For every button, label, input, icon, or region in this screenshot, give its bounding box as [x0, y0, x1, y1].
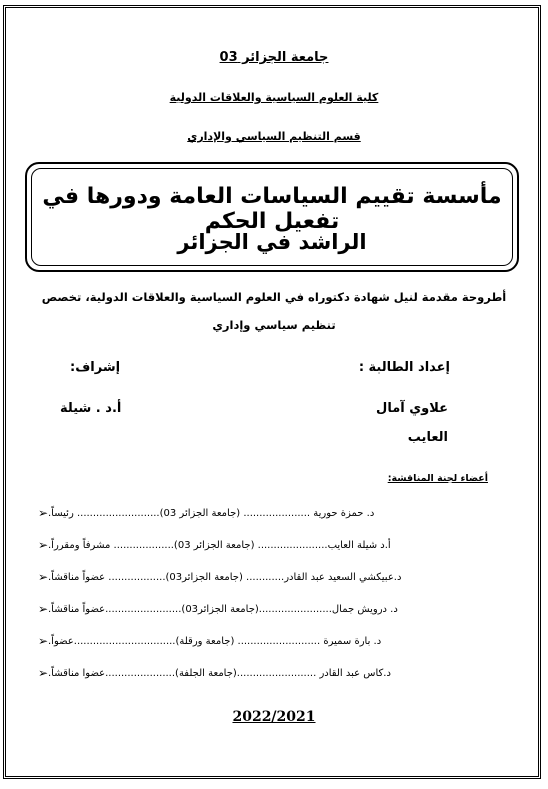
thesis-title-line-2: الراشد في الجزائر [177, 230, 367, 254]
committee-member-text: أ.د شيلة العايب...................... (جامعة الجزائر 03)................... مشرفاً ومقرراً. [48, 539, 391, 551]
arrow-bullet-icon: ➢ [37, 538, 48, 552]
supervisor-name: أ.د . شيلة [60, 401, 122, 416]
supervisor-label: إشراف: [70, 360, 121, 375]
arrow-bullet-icon: ➢ [37, 570, 48, 584]
thesis-title-line-1: مأسسة تقييم السياسات العامة ودورها في تفعيل الحكم [42, 184, 502, 235]
department-name: قسم التنظيم السياسي والإداري [187, 130, 361, 143]
academic-year: 2022/2021 [232, 709, 316, 725]
committee-member [30, 497, 470, 529]
arrow-bullet-icon: ➢ [37, 666, 48, 680]
arrow-bullet-icon: ➢ [37, 634, 48, 648]
subtitle-line-1: أطروحة مقدمة لنيل شهادة دكتوراه في العلوم السياسية والعلاقات الدولية، تخصص [41, 290, 507, 304]
university-name: جامعة الجزائر 03 [219, 50, 329, 65]
student-name-line-2: العايب [407, 430, 448, 445]
committee-member [30, 625, 470, 657]
subtitle-line-2: تنظيم سياسي وإداري [212, 318, 336, 332]
committee-member-text: د. حمزة حورية ..................... (جامعة الجزائر 03).......................... رئيساً. [48, 507, 375, 519]
student-name-line-1: علاوي آمال [376, 401, 448, 416]
title-box [25, 162, 519, 272]
committee-member [30, 529, 470, 561]
committee-member-text: د. بارة سميرة .......................... (جامعة ورقلة)................................عضواً. [48, 635, 382, 647]
faculty-name: كلية العلوم السياسية والعلاقات الدولية [169, 91, 379, 104]
committee-list [30, 497, 470, 689]
committee-member-text: د.عبيكشي السعيد عبد القادر............ (جامعة الجزائر03).................. عضواً مناقشاً. [48, 571, 402, 583]
student-label: إعداد الطالبة : [358, 360, 450, 375]
arrow-bullet-icon: ➢ [37, 602, 48, 616]
arrow-bullet-icon: ➢ [37, 506, 48, 520]
committee-member [30, 657, 470, 689]
committee-label: أعضاء لجنة المناقشة: [387, 473, 488, 484]
committee-member [30, 593, 470, 625]
committee-member [30, 561, 470, 593]
committee-member-text: د.كاس عبد القادر .........................(جامعة الجلفة)......................عضوا مناقشاً. [48, 667, 391, 679]
committee-member-text: د. درويش جمال.......................(جامعة الجزائر03)........................عضواً مناقشاً. [48, 603, 398, 615]
